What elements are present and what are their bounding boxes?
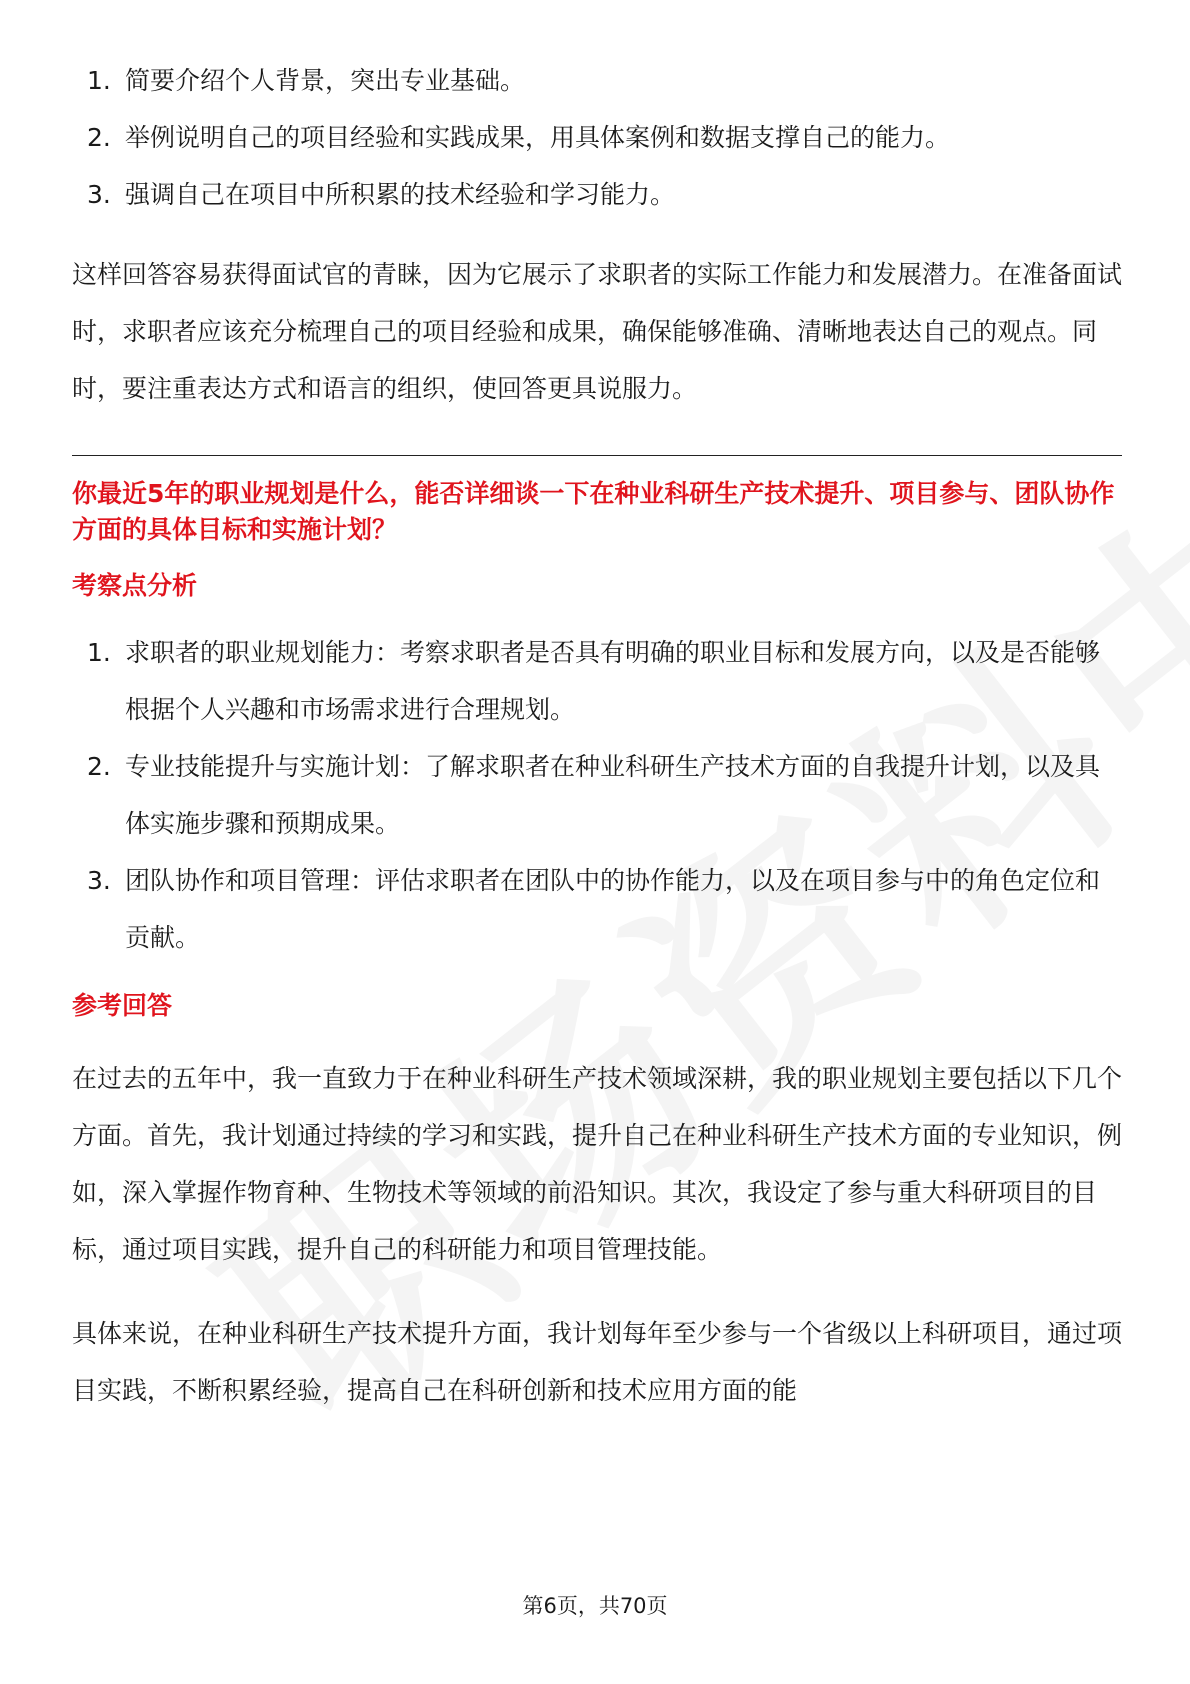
list-item: 1. 简要介绍个人背景，突出专业基础。 xyxy=(87,66,526,95)
list-item-text: 求职者的职业规划能力：考察求职者是否具有明确的职业目标和发展方向，以及是否能够根据个人兴趣和市场需求进行合理规划。 xyxy=(125,638,1101,724)
list-item: 3. 强调自己在项目中所积累的技术经验和学习能力。 xyxy=(87,180,676,209)
answer-paragraph: 在过去的五年中，我一直致力于在种业科研生产技术领域深耕，我的职业规划主要包括以下几个方面。首先，我计划通过持续的学习和实践，提升自己在种业科研生产技术方面的专业知识，例如，深入掌握作物育种、生物技术等领域的前沿知识。其次，我设定了参与重大科研项目的目标，通过项目实践，提升自己的科研能力和项目管理技能。 xyxy=(72,1064,1123,1264)
page-number: 第6页，共70页 xyxy=(522,1594,668,1618)
list-item-text: 强调自己在项目中所积累的技术经验和学习能力。 xyxy=(125,180,676,209)
answer-heading: 参考回答 xyxy=(72,991,173,1020)
list-item: 2. 举例说明自己的项目经验和实践成果，用具体案例和数据支撑自己的能力。 xyxy=(87,123,951,152)
answer-paragraph: 具体来说，在种业科研生产技术提升方面，我计划每年至少参与一个省级以上科研项目，通过项目实践，不断积累经验，提高自己在科研创新和技术应用方面的能 xyxy=(72,1319,1123,1405)
analysis-heading: 考察点分析 xyxy=(72,571,198,600)
document-page xyxy=(72,52,1122,1419)
list-item: 2. 专业技能提升与实施计划：了解求职者在种业科研生产技术方面的自我提升计划，以及具体实施步骤和预期成果。 xyxy=(87,752,1101,838)
list-item: 1. 求职者的职业规划能力：考察求职者是否具有明确的职业目标和发展方向，以及是否能够根据个人兴趣和市场需求进行合理规划。 xyxy=(87,638,1101,724)
list-item-text: 举例说明自己的项目经验和实践成果，用具体案例和数据支撑自己的能力。 xyxy=(125,123,951,152)
list-item-text: 简要介绍个人背景，突出专业基础。 xyxy=(125,66,526,95)
divider xyxy=(72,455,1122,456)
list-item: 3. 团队协作和项目管理：评估求职者在团队中的协作能力，以及在项目参与中的角色定位和贡献。 xyxy=(87,866,1101,952)
summary-paragraph: 这样回答容易获得面试官的青睐，因为它展示了求职者的实际工作能力和发展潜力。在准备面试时，求职者应该充分梳理自己的项目经验和成果，确保能够准确、清晰地表达自己的观点。同时，要注重表达方式和语言的组织，使回答更具说服力。 xyxy=(72,260,1123,403)
question-title: 你最近5年的职业规划是什么，能否详细谈一下在种业科研生产技术提升、项目参与、团队协作方面的具体目标和实施计划？ xyxy=(72,479,1115,544)
analysis-list xyxy=(72,624,1122,966)
list-item-text: 团队协作和项目管理：评估求职者在团队中的协作能力，以及在项目参与中的角色定位和贡献。 xyxy=(125,866,1101,952)
intro-list xyxy=(72,52,1122,223)
list-item-text: 专业技能提升与实施计划：了解求职者在种业科研生产技术方面的自我提升计划，以及具体实施步骤和预期成果。 xyxy=(125,752,1101,838)
